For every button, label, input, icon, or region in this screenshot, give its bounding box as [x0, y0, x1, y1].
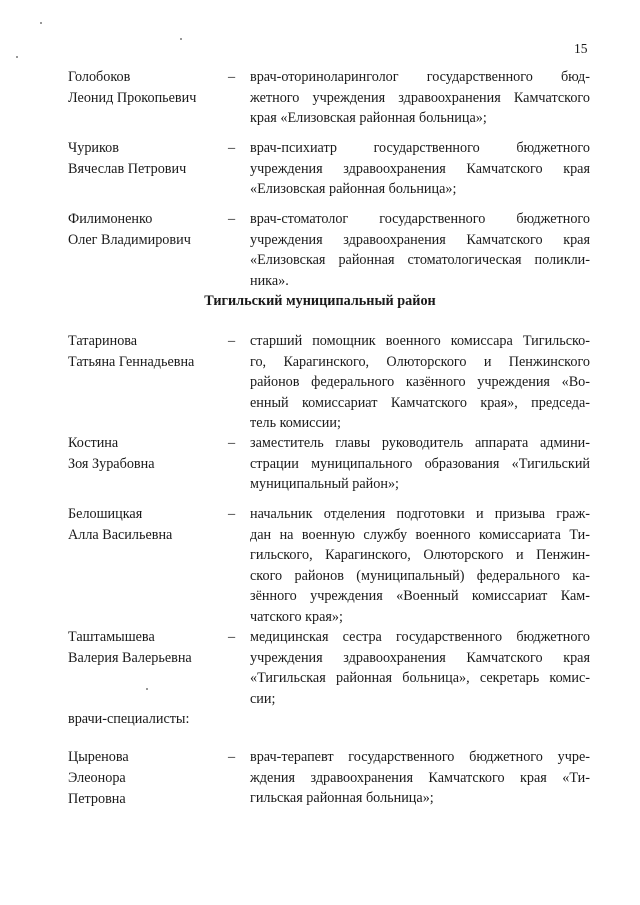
member-name: Голобоков Леонид Прокопьевич: [68, 69, 197, 106]
dash: –: [228, 506, 236, 522]
member-description: врач-оториноларинголог государственного бюд- жетного учреждения здравоохранения Камчатского края «Елизовская районная больница»;: [250, 69, 590, 126]
member-name: Татаринова Татьяна Геннадьевна: [68, 333, 195, 370]
scan-speck: [180, 38, 182, 40]
member-name: Белошицкая Алла Васильевна: [68, 506, 173, 543]
member-description: врач-терапевт государственного бюджетного учре- ждения здравоохранения Камчатского края «Ти- гильская районная больница»;: [250, 749, 590, 806]
dash: –: [228, 333, 236, 349]
member-description: начальник отделения подготовки и призыва граж- дан на военную службу военного комиссариата Ти- гильского, Карагинского, Олюторского и Пенжин- ского районов (муниципальный) федерального ка- зённого учреждения «Военный комиссариат Кам- чатского края»;: [250, 506, 590, 625]
member-description: старший помощник военного комиссара Тигильско- го, Карагинского, Олюторского и Пенжинского районов федерального казённого учреждения «Во- енный комиссариат Камчатского края», председа- тель комиссии;: [250, 333, 590, 431]
member-entry: [68, 67, 598, 127]
member-entry: [68, 627, 598, 707]
member-description: врач-стоматолог государственного бюджетного учреждения здравоохранения Камчатского края «Елизовская районная стоматологическая поликли- ника».: [250, 211, 590, 289]
member-entry: [68, 504, 598, 624]
member-name: Филимоненко Олег Владимирович: [68, 211, 191, 248]
dash: –: [228, 140, 236, 156]
member-entry: [68, 747, 598, 809]
scan-speck: [16, 56, 18, 58]
dash: –: [228, 435, 236, 451]
subheading-specialists: врачи-специалисты:: [68, 711, 190, 727]
dash: –: [228, 211, 236, 227]
member-name: Чуриков Вячеслав Петрович: [68, 140, 187, 177]
member-name: Цыренова Элеонора Петровна: [68, 749, 129, 807]
member-entry: [68, 138, 598, 198]
member-entry: [68, 331, 598, 431]
member-name: Таштамышева Валерия Валерьевна: [68, 629, 192, 666]
member-entry: [68, 209, 598, 289]
dash: –: [228, 69, 236, 85]
dash: –: [228, 749, 236, 765]
member-description: медицинская сестра государственного бюджетного учреждения здравоохранения Камчатского края «Тигильская районная больница», секретарь комис- сии;: [250, 629, 590, 707]
member-entry: [68, 433, 598, 493]
dash: –: [228, 629, 236, 645]
member-name: Костина Зоя Зурабовна: [68, 435, 155, 472]
scan-speck: [40, 22, 42, 24]
section-title: Тигильский муниципальный район: [204, 293, 436, 309]
page-number: 15: [574, 41, 588, 56]
member-description: врач-психиатр государственного бюджетного учреждения здравоохранения Камчатского края «Елизовская районная больница»;: [250, 140, 590, 197]
member-description: заместитель главы руководитель аппарата админи- страции муниципального образования «Тигильский муниципальный район»;: [250, 435, 590, 492]
